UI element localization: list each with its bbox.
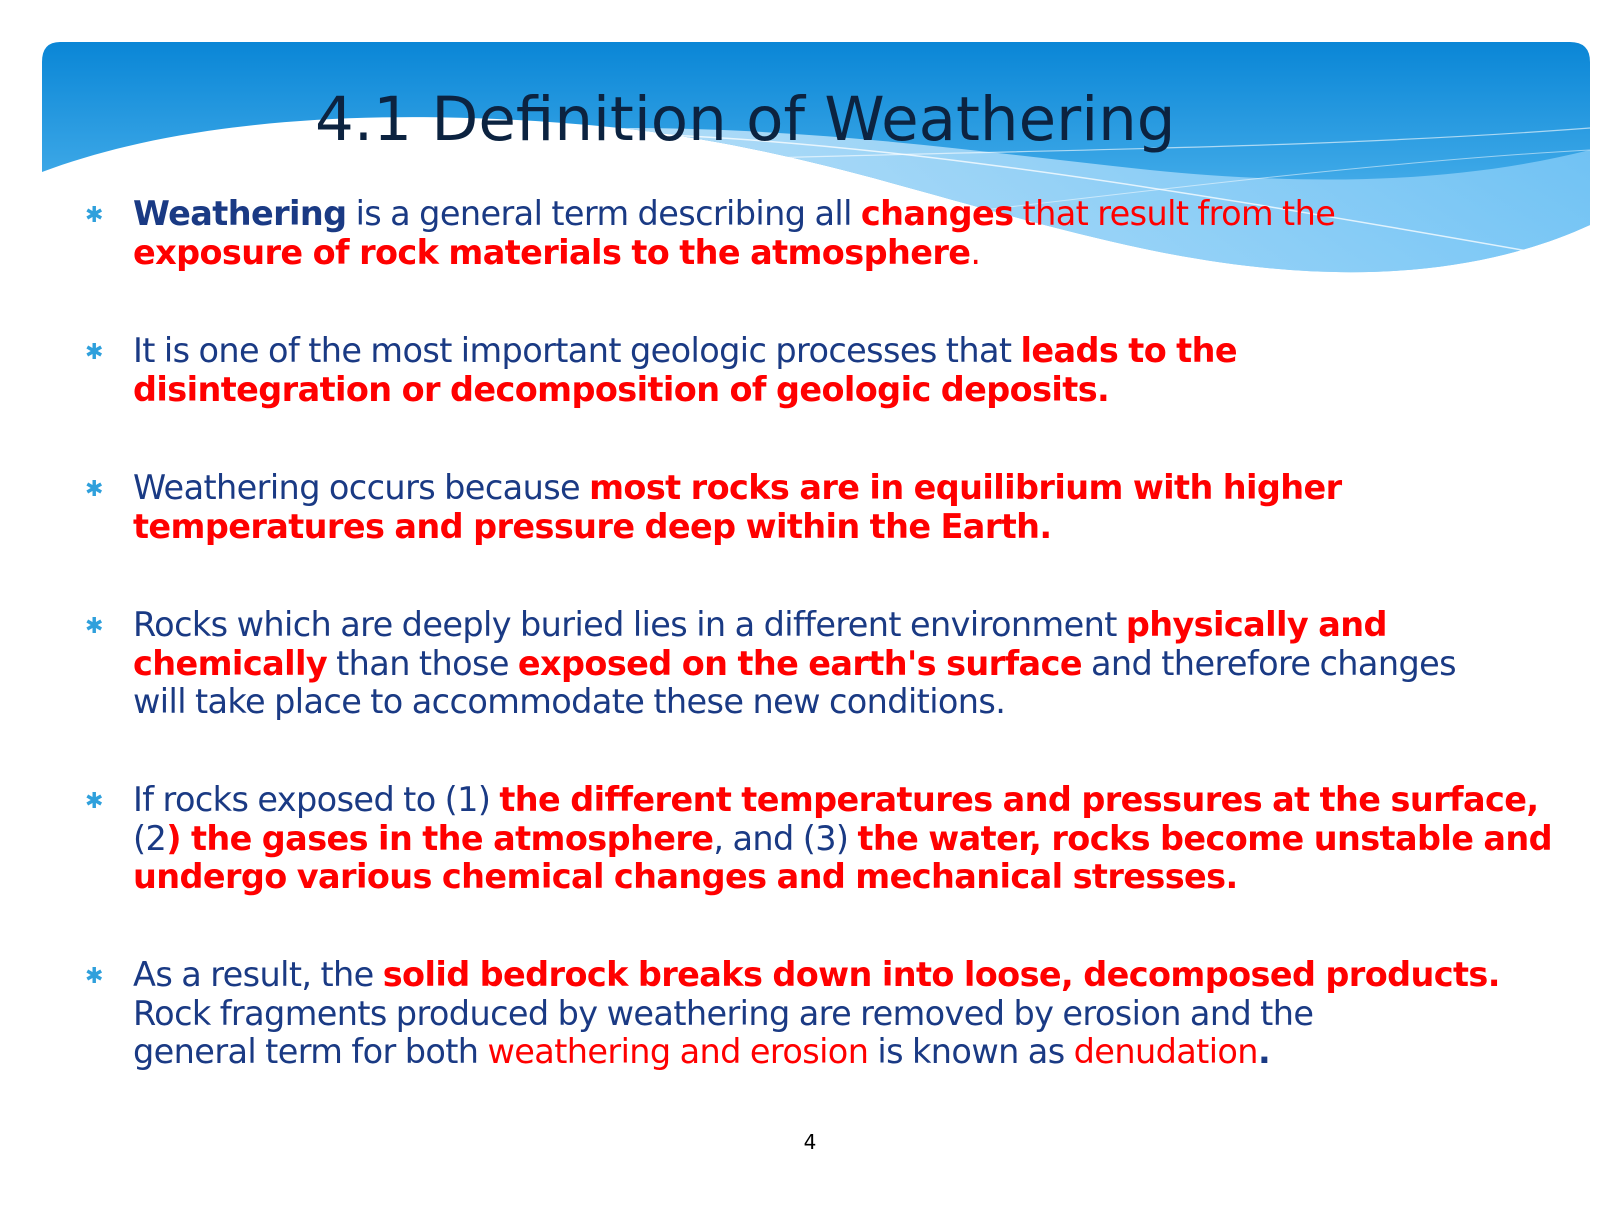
asterisk-icon: ✱ xyxy=(85,964,104,989)
text-run: is known as xyxy=(868,1032,1074,1071)
asterisk-icon: ✱ xyxy=(85,340,104,365)
emphasis-run: . xyxy=(1257,1032,1271,1071)
bullet-line xyxy=(133,858,1552,897)
emphasis-run: changes xyxy=(860,194,1014,233)
text-run: Rocks which are deeply buried lies in a different environment xyxy=(133,605,1126,644)
text-run: As a result, the xyxy=(133,955,383,994)
emphasis-run: that result from the xyxy=(1013,194,1336,233)
emphasis-run: physically and xyxy=(1125,605,1387,644)
bullet-text xyxy=(133,469,1342,546)
text-run: , and (3) xyxy=(713,818,858,858)
page-number: 4 xyxy=(803,1130,817,1154)
slide-title: 4.1 Definition of Weathering xyxy=(315,84,1176,155)
emphasis-run: temperatures and pressure deep within the Earth. xyxy=(133,506,1052,546)
bullet-line xyxy=(133,781,1552,820)
bullet-line xyxy=(133,1033,1500,1072)
bullet-line xyxy=(133,995,1500,1034)
bullet-item xyxy=(85,469,1342,546)
bullet-line xyxy=(133,956,1500,995)
bullet-line xyxy=(133,820,1552,859)
emphasis-run: . xyxy=(970,232,981,272)
bullet-line xyxy=(133,234,1335,273)
bullet-line xyxy=(133,371,1237,410)
bullet-text xyxy=(133,606,1456,722)
bullet-line xyxy=(133,195,1335,234)
bullet-text xyxy=(133,332,1237,409)
emphasis-run: leads to the xyxy=(1020,331,1237,370)
emphasis-run: undergo various chemical changes and mechanical stresses. xyxy=(133,857,1238,896)
text-run: general term for both xyxy=(133,1032,488,1071)
bullet-line xyxy=(133,508,1342,547)
bullet-item xyxy=(85,606,1456,722)
text-run: If rocks exposed to (1) xyxy=(133,780,500,819)
text-run: (2 xyxy=(133,818,167,858)
emphasis-run: most rocks are in equilibrium with higher xyxy=(589,468,1342,507)
emphasis-run: solid bedrock breaks down into loose, decomposed products. xyxy=(382,955,1500,994)
asterisk-icon: ✱ xyxy=(85,477,104,502)
emphasis-run: exposed on the earth's surface xyxy=(517,643,1082,683)
emphasis-run: ) the gases in the atmosphere xyxy=(166,818,714,858)
bullet-line xyxy=(133,332,1237,371)
bullet-item xyxy=(85,781,1552,897)
bullet-text xyxy=(133,195,1335,272)
bullet-text xyxy=(133,956,1500,1072)
emphasis-run: Weathering xyxy=(133,194,347,233)
bullet-item xyxy=(85,195,1335,272)
emphasis-run: the water, rocks become unstable and xyxy=(857,818,1553,858)
text-run: than those xyxy=(327,643,518,683)
bullet-item xyxy=(85,956,1500,1072)
bullet-line xyxy=(133,606,1456,645)
bullet-line xyxy=(133,683,1456,722)
bullet-item xyxy=(85,332,1237,409)
text-run: is a general term describing all xyxy=(346,194,861,233)
bullet-line xyxy=(133,645,1456,684)
text-run: Rock fragments produced by weathering are removed by erosion and the xyxy=(133,993,1314,1033)
text-run: and therefore changes xyxy=(1081,643,1457,683)
emphasis-run: denudation xyxy=(1073,1032,1258,1071)
asterisk-icon: ✱ xyxy=(85,789,104,814)
bullet-line xyxy=(133,469,1342,508)
asterisk-icon: ✱ xyxy=(85,614,104,639)
asterisk-icon: ✱ xyxy=(85,203,104,228)
emphasis-run: weathering and erosion xyxy=(487,1032,869,1071)
text-run: Weathering occurs because xyxy=(133,468,590,507)
emphasis-run: exposure of rock materials to the atmosphere xyxy=(133,232,971,272)
text-run: It is one of the most important geologic processes that xyxy=(133,331,1021,370)
emphasis-run: the different temperatures and pressures at the surface, xyxy=(499,780,1539,819)
emphasis-run: chemically xyxy=(133,643,328,683)
bullet-text xyxy=(133,781,1552,897)
emphasis-run: disintegration or decomposition of geologic deposits. xyxy=(133,369,1110,409)
text-run: will take place to accommodate these new conditions. xyxy=(133,682,1006,721)
